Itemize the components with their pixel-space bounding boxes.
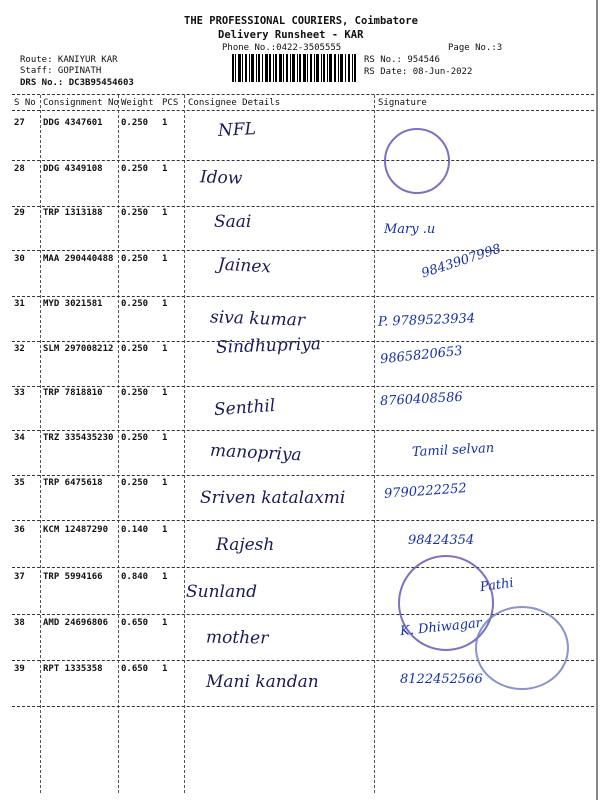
company-seal-stamp [384,128,450,194]
row-weight: 0.650 [121,664,149,674]
row-signature: P. 9789523934 [377,311,476,330]
row-consignee-handwriting: Sindhupriya [215,334,322,358]
row-consignment-no: TRP 7818810 [43,388,103,398]
row-sno: 36 [14,525,25,535]
header-bottom-rule [12,110,594,111]
row-consignment-no: KCM 12487290 [43,525,109,535]
row-weight: 0.250 [121,478,149,488]
column-header-sno: S No [14,98,36,108]
row-signature: K. Dhiwagar [399,615,483,640]
row-consignment-no: TRP 6475618 [43,478,103,488]
row-consignment-no: TRP 5994166 [43,572,103,582]
column-divider [118,95,119,793]
row-pcs: 1 [162,208,168,218]
column-header-consignee: Consignee Details [188,98,281,108]
row-consignment-no: TRZ 335435230 [43,433,114,443]
row-signature: Tamil selvan [411,440,495,461]
row-weight: 0.250 [121,118,149,128]
row-weight: 0.250 [121,388,149,398]
row-pcs: 1 [162,164,168,174]
row-sno: 35 [14,478,25,488]
row-signature: 9865820653 [379,343,464,368]
row-consignee-handwriting: NFL [217,119,257,141]
row-signature: 8122452566 [400,672,483,687]
column-header-signature: Signature [378,98,427,108]
row-consignee-handwriting: Senthil [213,395,276,421]
page-edge [596,0,598,800]
row-divider [12,386,594,387]
row-pcs: 1 [162,433,168,443]
row-sno: 27 [14,118,25,128]
row-consignee-handwriting: Rajesh [216,535,275,555]
row-consignee-handwriting: Idow [199,167,243,189]
row-consignment-no: DDG 4349108 [43,164,103,174]
row-divider [12,160,594,161]
row-divider [12,520,594,521]
row-sno: 34 [14,433,25,443]
row-divider [12,567,594,568]
row-divider [12,706,594,707]
row-consignee-handwriting: Sriven katalaxmi [200,488,346,508]
row-divider [12,250,594,251]
row-consignee-handwriting: siva kumar [209,307,306,331]
row-consignee-handwriting: mother [205,627,269,649]
row-sno: 37 [14,572,25,582]
column-header-pcs: PCS [162,98,179,108]
rs-number: RS No.: 954546 [364,55,440,65]
row-pcs: 1 [162,388,168,398]
barcode [232,54,356,82]
row-sno: 32 [14,344,25,354]
column-header-consignment: Consignment No [43,98,119,108]
header-top-rule [12,94,594,95]
row-consignee-handwriting: Sunland [186,582,257,602]
row-consignment-no: MAA 290440488 [43,254,114,264]
row-signature: 9790222252 [383,481,468,502]
row-pcs: 1 [162,572,168,582]
row-signature: 98424354 [408,533,475,548]
row-pcs: 1 [162,254,168,264]
row-consignee-handwriting: Mani kandan [206,672,319,692]
row-divider [12,206,594,207]
row-weight: 0.250 [121,299,149,309]
staff: Staff: GOPINATH [20,66,102,76]
page-number: Page No.:3 [448,43,503,53]
row-sno: 33 [14,388,25,398]
row-pcs: 1 [162,618,168,628]
row-sno: 31 [14,299,25,309]
row-weight: 0.650 [121,618,149,628]
row-weight: 0.840 [121,572,149,582]
row-sno: 30 [14,254,25,264]
runsheet-subtitle: Delivery Runsheet - KAR [218,29,364,41]
row-weight: 0.250 [121,344,149,354]
row-signature: 8760408586 [379,389,464,410]
column-divider [184,95,185,793]
company-title: THE PROFESSIONAL COURIERS, Coimbatore [184,15,418,27]
rs-date: RS Date: 08-Jun-2022 [364,67,473,77]
column-divider [374,95,375,793]
row-consignment-no: DDG 4347601 [43,118,103,128]
row-signature: Mary .u [384,222,436,237]
row-pcs: 1 [162,664,168,674]
column-divider [40,95,41,793]
company-seal-stamp [475,606,569,690]
row-sno: 28 [14,164,25,174]
row-consignee-handwriting: Jainex [217,254,272,278]
row-consignee-handwriting: manopriya [209,440,303,466]
row-weight: 0.250 [121,433,149,443]
phone-number: Phone No.:0422-3505555 [222,43,342,53]
row-weight: 0.140 [121,525,149,535]
row-consignment-no: MYD 3021581 [43,299,103,309]
row-divider [12,296,594,297]
column-header-weight: Weight [121,98,154,108]
row-divider [12,430,594,431]
row-pcs: 1 [162,344,168,354]
row-signature: 9843907998 [419,241,504,282]
row-consignment-no: AMD 24696806 [43,618,109,628]
row-divider [12,475,594,476]
row-consignee-handwriting: Saai [214,212,252,232]
row-consignment-no: TRP 1313188 [43,208,103,218]
row-pcs: 1 [162,525,168,535]
row-pcs: 1 [162,299,168,309]
row-weight: 0.250 [121,254,149,264]
row-pcs: 1 [162,118,168,128]
row-signature: Pathi [479,575,515,596]
row-consignment-no: RPT 1335358 [43,664,103,674]
row-weight: 0.250 [121,164,149,174]
row-sno: 39 [14,664,25,674]
row-pcs: 1 [162,478,168,488]
row-weight: 0.250 [121,208,149,218]
drs-number: DRS No.: DC3B95454603 [20,78,134,88]
row-sno: 29 [14,208,25,218]
row-sno: 38 [14,618,25,628]
route: Route: KANIYUR KAR [20,55,118,65]
row-consignment-no: SLM 297008212 [43,344,114,354]
